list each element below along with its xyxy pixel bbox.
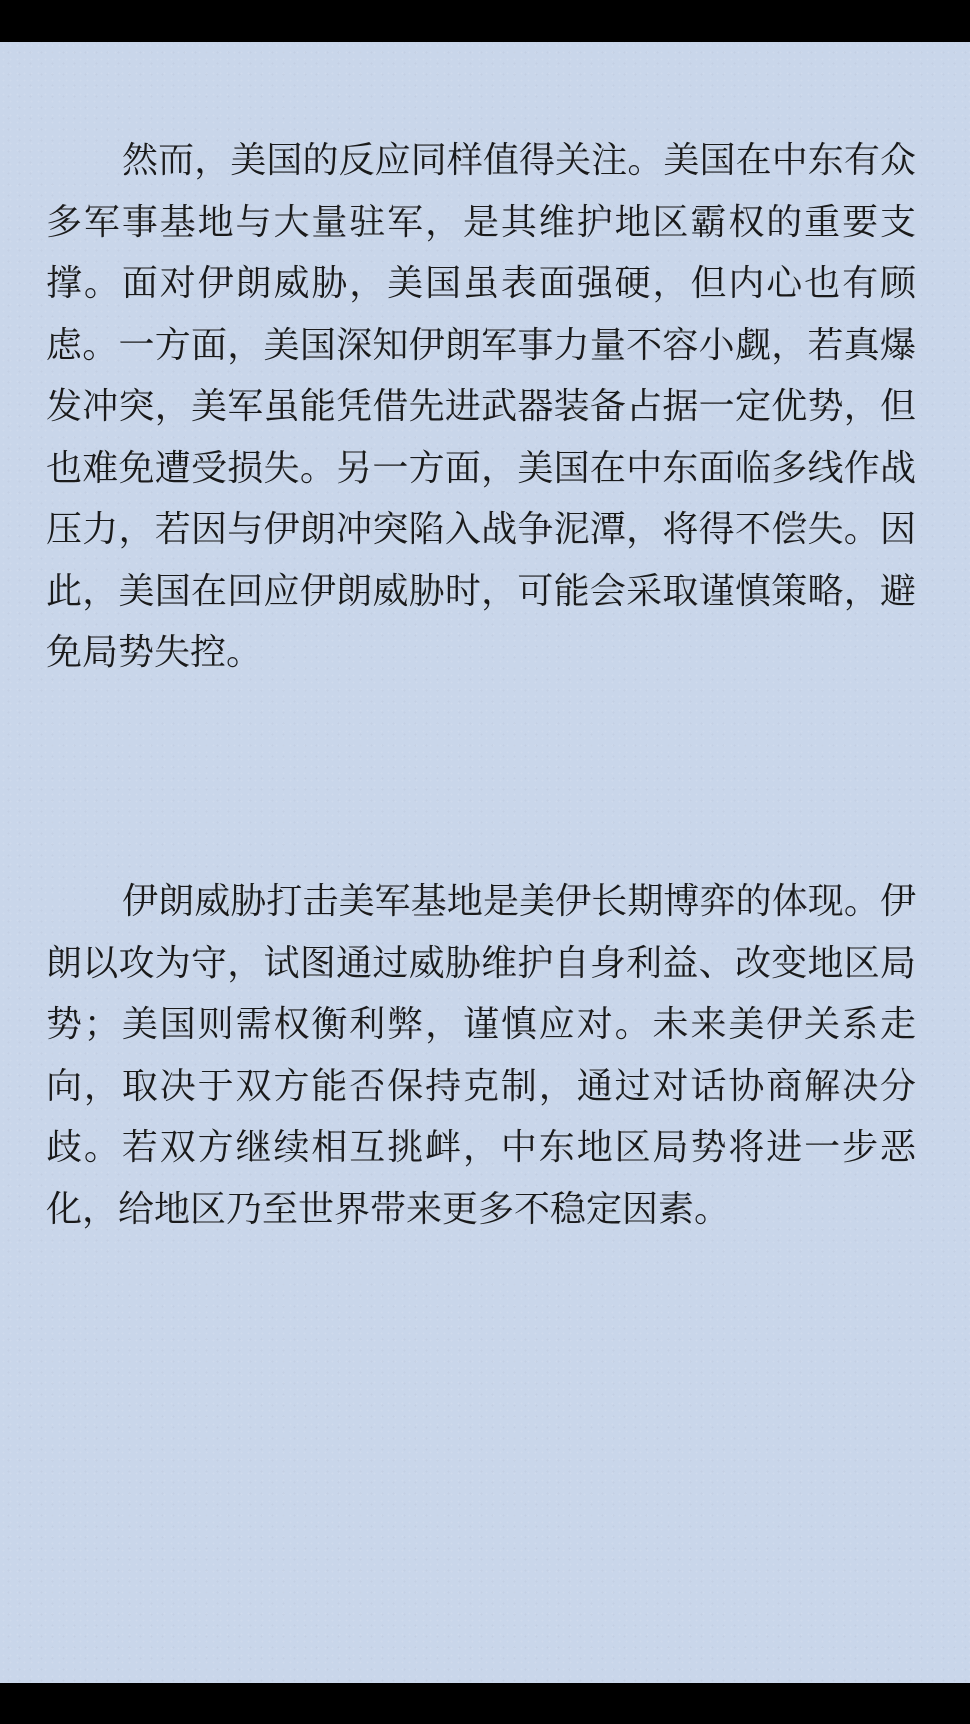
- bottom-navigation-bar: [0, 1683, 970, 1724]
- top-status-bar: [0, 0, 970, 42]
- reading-page[interactable]: [0, 42, 970, 1683]
- paragraph-2: 伊朗威胁打击美军基地是美伊长期博弈的体现。伊朗以攻为守，试图通过威胁维护自身利益、改变地区局势；美国则需权衡利弊，谨慎应对。未来美伊关系走向，取决于双方能否保持克制，通过对话协商解决分歧。若双方继续相互挑衅，中东地区局势将进一步恶化，给地区乃至世界带来更多不稳定因素。: [46, 881, 916, 1230]
- paragraph-1: 然而，美国的反应同样值得关注。美国在中东有众多军事基地与大量驻军，是其维护地区霸权的重要支撑。面对伊朗威胁，美国虽表面强硬，但内心也有顾虑。一方面，美国深知伊朗军事力量不容小觑，若真爆发冲突，美军虽能凭借先进武器装备占据一定优势，但也难免遭受损失。另一方面，美国在中东面临多线作战压力，若因与伊朗冲突陷入战争泥潭，将得不偿失。因此，美国在回应伊朗威胁时，可能会采取谨慎策略，避免局势失控。: [46, 140, 916, 673]
